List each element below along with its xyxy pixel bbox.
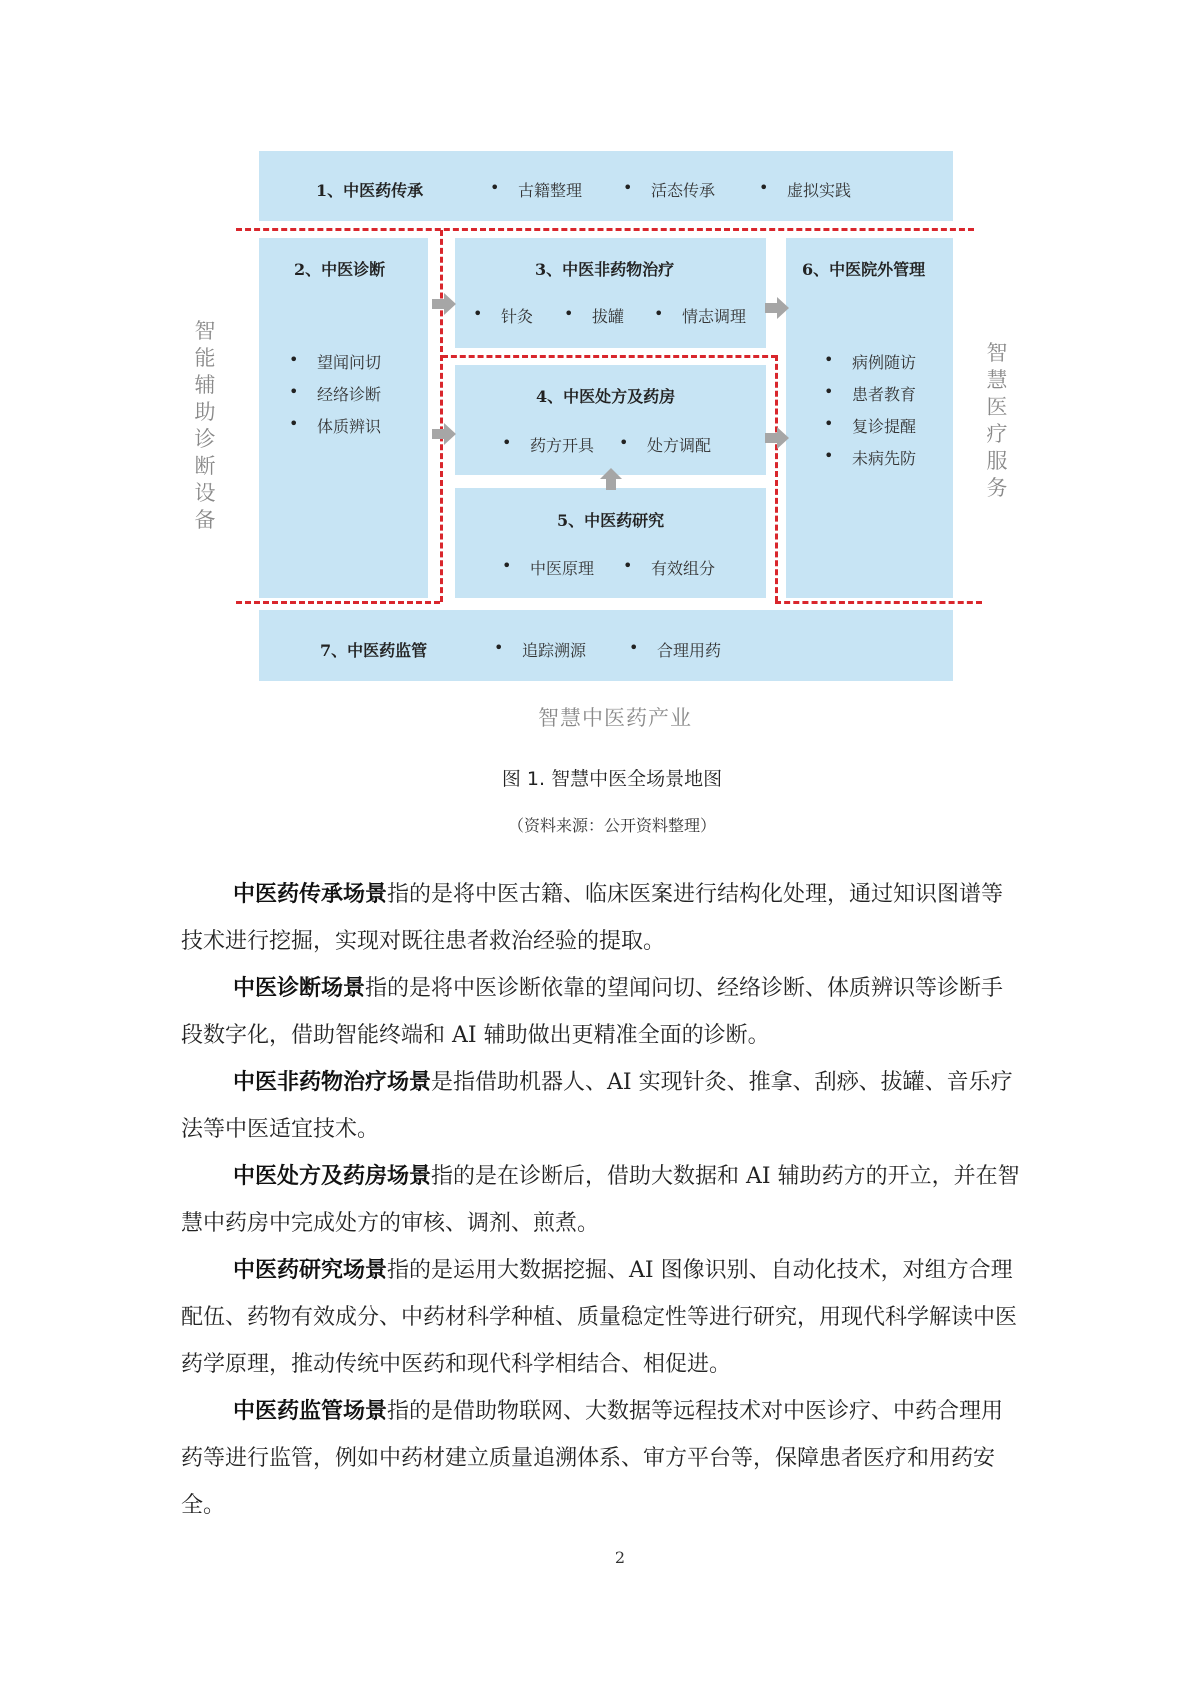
- arrow-right-icon: [432, 423, 456, 445]
- paragraph-text: 指的是在诊断后，借助大数据和 AI 辅助药方的开立，并在智慧中药房中完成处方的审核、调剂、煎煮。: [181, 1164, 1020, 1236]
- box2-item: • 体质辨识: [317, 414, 381, 437]
- paragraph-heading: 中医药监管场景: [233, 1398, 388, 1424]
- figure-source: （资料来源：公开资料整理）: [507, 816, 716, 835]
- box7-title: 7、中医药监管: [320, 641, 428, 660]
- box5-item: • 中医原理: [530, 556, 594, 579]
- box4-item: • 药方开具: [530, 433, 594, 456]
- box4-title: 4、中医处方及药房: [536, 387, 676, 406]
- box6-title: 6、中医院外管理: [802, 260, 926, 279]
- box2-item: • 经络诊断: [317, 382, 381, 405]
- box6-item: • 未病先防: [852, 446, 916, 469]
- dash-bottom-left: [236, 601, 440, 604]
- box1-item: • 古籍整理: [518, 178, 582, 201]
- dash-v-right: [775, 355, 778, 602]
- paragraph-heading: 中医药研究场景: [233, 1257, 388, 1283]
- paragraph-text: 是指借助机器人、AI 实现针灸、推拿、刮痧、拔罐、音乐疗法等中医适宜技术。: [181, 1070, 1013, 1142]
- box7-item: • 合理用药: [657, 638, 721, 661]
- bottom-label: 智慧中医药产业: [538, 706, 692, 730]
- dash-bottom-right: [775, 601, 982, 604]
- paragraph-text: 指的是将中医古籍、临床医案进行结构化处理，通过知识图谱等技术进行挖掘，实现对既往患者救治经验的提取。: [181, 882, 1004, 954]
- box3-item: • 针灸: [501, 304, 533, 327]
- paragraph-heading: 中医处方及药房场景: [233, 1163, 432, 1189]
- box6-item: • 复诊提醒: [852, 414, 916, 437]
- box3-item: • 情志调理: [682, 304, 746, 327]
- paragraph: [181, 871, 1021, 965]
- paragraph: [181, 1388, 1021, 1529]
- box4-item: • 处方调配: [647, 433, 711, 456]
- dash-top: [236, 228, 974, 231]
- paragraph-text: 指的是运用大数据挖掘、AI 图像识别、自动化技术，对组方合理配伍、药物有效成分、中药材科学种植、质量稳定性等进行研究，用现代科学解读中医药学原理，推动传统中医药和现代科学相结合、相促进。: [181, 1258, 1018, 1377]
- paragraph: [181, 1059, 1021, 1153]
- paragraph: [181, 965, 1021, 1059]
- figure-caption: 图 1. 智慧中医全场景地图: [501, 768, 723, 790]
- page-number: 2: [614, 1548, 626, 1567]
- left-side-label: 智能辅助诊断设备: [194, 319, 216, 532]
- paragraph: [181, 1247, 1021, 1388]
- box-non-drug-therapy: [455, 238, 766, 348]
- arrow-up-icon: [600, 468, 622, 490]
- box6-item: • 病例随访: [852, 350, 916, 373]
- box2-item: • 望闻问切: [317, 350, 381, 373]
- box1-item: • 活态传承: [651, 178, 715, 201]
- dash-mid: [442, 355, 777, 358]
- box2-title: 2、中医诊断: [294, 260, 386, 279]
- box5-title: 5、中医药研究: [557, 511, 665, 530]
- box3-title: 3、中医非药物治疗: [535, 260, 675, 279]
- arrow-right-icon: [765, 427, 789, 449]
- arrow-right-icon: [432, 293, 456, 315]
- dash-v-left: [440, 230, 443, 602]
- paragraph-text: 指的是将中医诊断依靠的望闻问切、经络诊断、体质辨识等诊断手段数字化，借助智能终端和 AI 辅助做出更精准全面的诊断。: [181, 976, 1004, 1048]
- box5-item: • 有效组分: [651, 556, 715, 579]
- paragraph-text: 指的是借助物联网、大数据等远程技术对中医诊疗、中药合理用药等进行监管，例如中药材建立质量追溯体系、审方平台等，保障患者医疗和用药安全。: [181, 1399, 1004, 1518]
- box7-item: • 追踪溯源: [522, 638, 586, 661]
- paragraph-heading: 中医非药物治疗场景: [233, 1069, 432, 1095]
- box-research: [455, 488, 766, 598]
- box1-item: • 虚拟实践: [787, 178, 851, 201]
- box-prescription-pharmacy: [455, 365, 766, 475]
- arrow-right-icon: [765, 297, 789, 319]
- paragraph-heading: 中医药传承场景: [233, 881, 388, 907]
- right-side-label: 智慧医疗服务: [986, 341, 1008, 500]
- box6-item: • 患者教育: [852, 382, 916, 405]
- paragraph: [181, 1153, 1021, 1247]
- paragraph-heading: 中医诊断场景: [233, 975, 366, 1001]
- box1-title: 1、中医药传承: [316, 181, 424, 200]
- box3-item: • 拔罐: [592, 304, 624, 327]
